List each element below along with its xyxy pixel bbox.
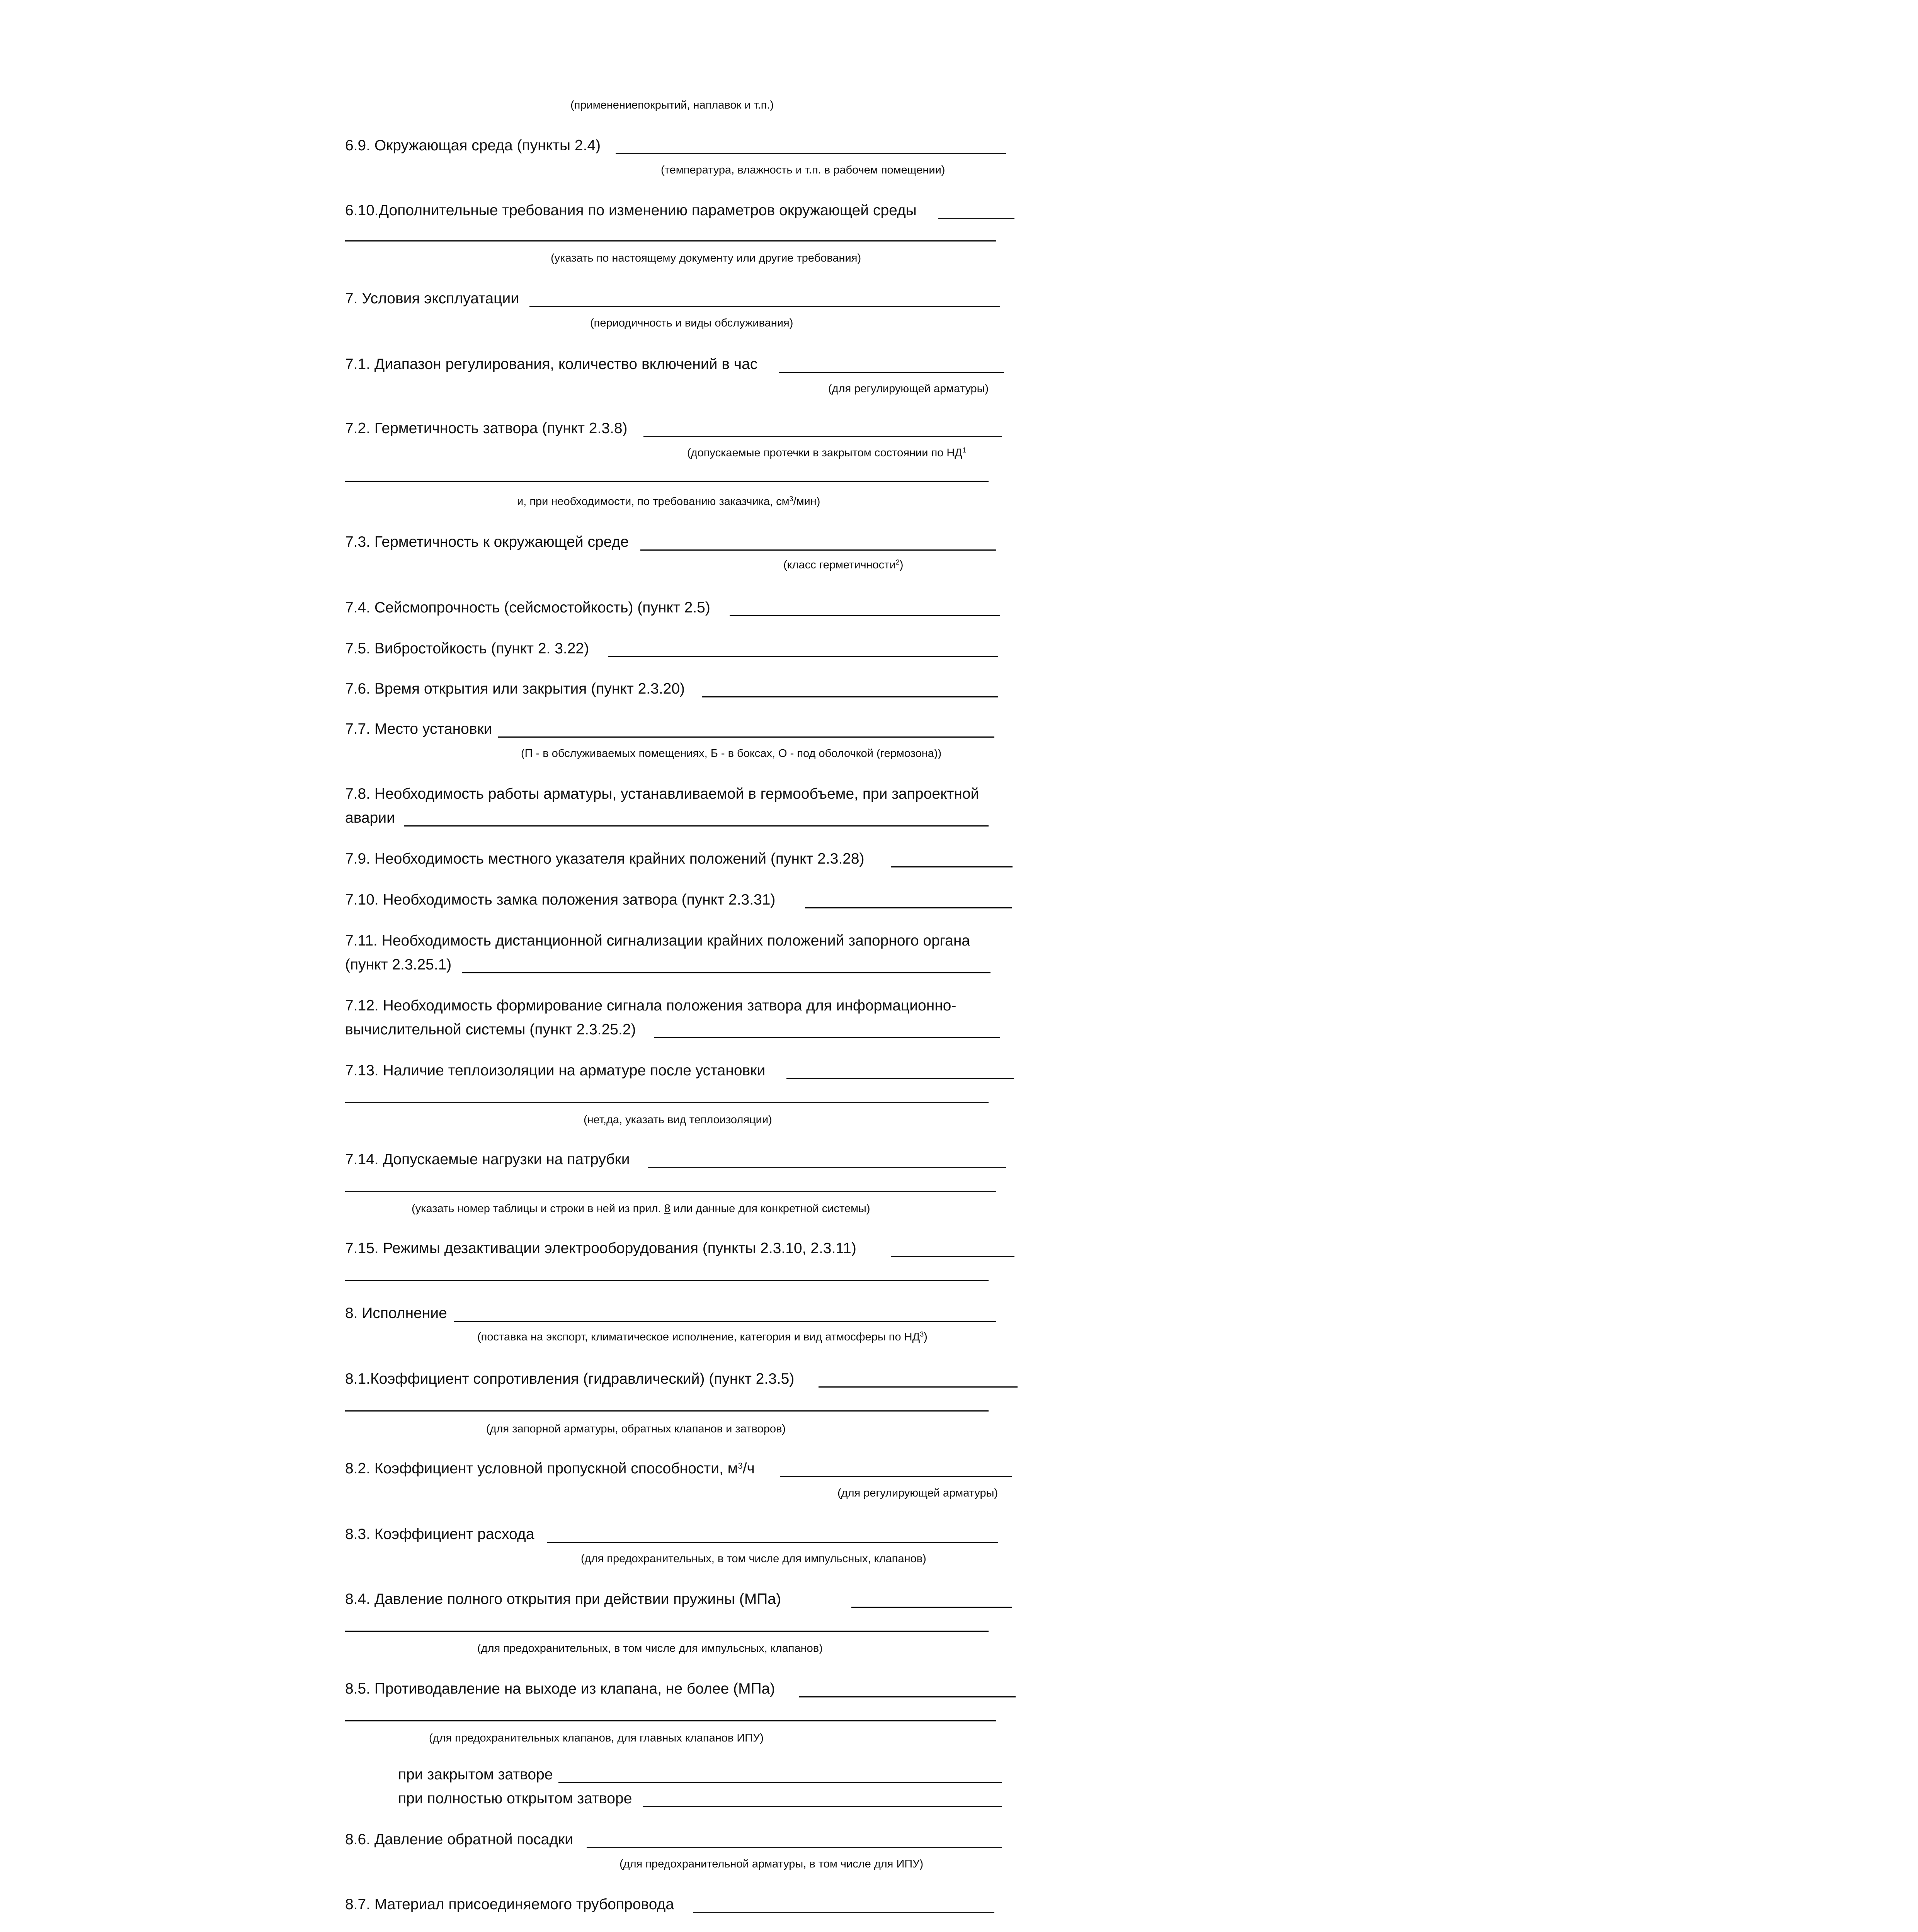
item-7-12-line1: 7.12. Необходимость формирование сигнала положения затвора для информационно- <box>345 997 956 1014</box>
item-8-5-line-2[interactable] <box>345 1720 996 1721</box>
item-8-3-line[interactable] <box>547 1542 998 1543</box>
item-6-10-line-2[interactable] <box>345 240 996 242</box>
item-8-4-line-1[interactable] <box>851 1607 1012 1608</box>
item-8-line[interactable] <box>454 1321 996 1322</box>
item-8-1-line-2[interactable] <box>345 1410 989 1412</box>
item-7-15-line-1[interactable] <box>891 1256 1014 1257</box>
item-7-5-line[interactable] <box>608 656 998 657</box>
item-7-2-line-2[interactable] <box>345 481 989 482</box>
item-7-3-note: (класс герметичности$^2$) <box>783 558 904 571</box>
item-7-13-note: (нет,да, указать вид теплоизоляции) <box>584 1114 772 1126</box>
item-8-2-label: 8.2. Коэффициент условной пропускной способности, $м^3/ч$ <box>345 1460 755 1477</box>
item-6-10-label: 6.10.Дополнительные требования по изменению параметров окружающей среды <box>345 202 917 219</box>
item-8-5-line-1[interactable] <box>799 1696 1016 1697</box>
item-7-13-label: 7.13. Наличие теплоизоляции на арматуре после установки <box>345 1062 766 1079</box>
item-8-2-line[interactable] <box>780 1476 1012 1477</box>
item-7-7-label: 7.7. Место установки <box>345 721 492 737</box>
item-7-13-line-2[interactable] <box>345 1102 989 1103</box>
item-8-5-label: 8.5. Противодавление на выходе из клапана, не более (МПа) <box>345 1680 775 1697</box>
item-8-5-open-label: при полностью открытом затворе <box>398 1790 632 1807</box>
item-8-label: 8. Исполнение <box>345 1305 447 1321</box>
item-7-1-label: 7.1. Диапазон регулирования, количество включений в час <box>345 356 758 372</box>
item-8-7-label: 8.7. Материал присоединяемого трубопровода <box>345 1896 674 1913</box>
item-8-4-line-2[interactable] <box>345 1631 989 1632</box>
item-7-line[interactable] <box>529 306 1000 307</box>
item-8-1-note: (для запорной арматуры, обратных клапанов и затворов) <box>486 1423 786 1435</box>
item-8-5-closed-line[interactable] <box>558 1782 1002 1783</box>
item-8-1-line-1[interactable] <box>819 1386 1018 1388</box>
item-7-2-note-1: (допускаемые протечки в закрытом состоянии по $НД^1$ <box>687 446 966 459</box>
item-6-10-line-1[interactable] <box>938 218 1014 219</box>
item-7-1-line[interactable] <box>779 372 1004 373</box>
item-8-5-open-line[interactable] <box>643 1806 1002 1807</box>
item-8-6-label: 8.6. Давление обратной посадки <box>345 1831 573 1848</box>
item-8-3-note: (для предохранительных, в том числе для импульсных, клапанов) <box>581 1553 926 1565</box>
item-7-5-label: 7.5. Вибростойкость (пункт 2. 3.22) <box>345 640 589 657</box>
item-7-9-label: 7.9. Необходимость местного указателя крайних положений (пункт 2.3.28) <box>345 850 865 867</box>
item-8-note: (поставка на экспорт, климатическое исполнение, категория и вид атмосферы по $НД^3$) <box>477 1330 928 1343</box>
item-7-13-line-1[interactable] <box>786 1078 1014 1079</box>
item-7-note: (периодичность и виды обслуживания) <box>590 317 793 329</box>
item-6-9-label: 6.9. Окружающая среда (пункты 2.4) <box>345 137 601 154</box>
item-8-7-line[interactable] <box>693 1912 994 1913</box>
item-8-6-line[interactable] <box>587 1847 1002 1848</box>
item-6-9-note: (температура, влажность и т.п. в рабочем помещении) <box>661 164 945 176</box>
item-7-11-line2: (пункт 2.3.25.1) <box>345 956 452 973</box>
item-7-8-line[interactable] <box>404 825 989 827</box>
item-7-6-label: 7.6. Время открытия или закрытия (пункт 2.3.20) <box>345 680 685 697</box>
item-7-14-note: (указать номер таблицы и строки в ней из прил. 8 или данные для конкретной системы) <box>412 1202 870 1215</box>
item-7-2-label: 7.2. Герметичность затвора (пункт 2.3.8) <box>345 420 628 437</box>
item-7-14-line-1[interactable] <box>648 1167 1006 1168</box>
item-8-4-note: (для предохранительных, в том числе для импульсных, клапанов) <box>477 1642 823 1655</box>
item-7-label: 7. Условия эксплуатации <box>345 290 519 307</box>
item-7-14-line-2[interactable] <box>345 1191 996 1192</box>
item-7-3-label: 7.3. Герметичность к окружающей среде <box>345 534 629 550</box>
item-7-15-label: 7.15. Режимы дезактивации электрооборудования (пункты 2.3.10, 2.3.11) <box>345 1240 856 1257</box>
item-7-2-note-2: и, при необходимости, по требованию заказчика, $см^3/мин$) <box>517 495 820 508</box>
item-8-5-note: (для предохранительных клапанов, для главных клапанов ИПУ) <box>429 1732 764 1744</box>
item-6-9-line[interactable] <box>616 153 1006 154</box>
item-7-11-line[interactable] <box>462 972 990 973</box>
item-7-8-line2: аварии <box>345 810 395 826</box>
item-7-12-line[interactable] <box>654 1037 1000 1038</box>
item-7-7-line[interactable] <box>498 736 994 738</box>
item-7-14-label: 7.14. Допускаемые нагрузки на патрубки <box>345 1151 630 1168</box>
item-7-3-line[interactable] <box>640 549 996 551</box>
item-7-12-line2: вычислительной системы (пункт 2.3.25.2) <box>345 1021 636 1038</box>
item-8-6-note: (для предохранительной арматуры, в том числе для ИПУ) <box>619 1858 924 1870</box>
item-8-3-label: 8.3. Коэффициент расхода <box>345 1526 534 1543</box>
item-7-10-label: 7.10. Необходимость замка положения затвора (пункт 2.3.31) <box>345 891 776 908</box>
item-7-1-note: (для регулирующей арматуры) <box>828 383 989 395</box>
item-7-15-line-2[interactable] <box>345 1280 989 1281</box>
item-7-4-line[interactable] <box>730 615 1000 616</box>
item-7-7-note: (П - в обслуживаемых помещениях, Б - в боксах, О - под оболочкой (гермозона)) <box>521 747 942 760</box>
item-8-5-closed-label: при закрытом затворе <box>398 1766 553 1783</box>
item-7-4-label: 7.4. Сейсмопрочность (сейсмостойкость) (пункт 2.5) <box>345 599 710 616</box>
item-7-10-line[interactable] <box>805 907 1012 908</box>
item-8-4-label: 8.4. Давление полного открытия при действии пружины (МПа) <box>345 1591 781 1607</box>
item-7-8-line1: 7.8. Необходимость работы арматуры, устанавливаемой в гермообъеме, при запроектной <box>345 786 979 802</box>
item-7-6-line[interactable] <box>702 696 998 697</box>
item-7-2-line-1[interactable] <box>643 436 1002 437</box>
top-note: (применениепокрытий, наплавок и т.п.) <box>570 99 774 111</box>
item-6-10-note: (указать по настоящему документу или другие требования) <box>551 252 861 264</box>
item-8-2-note: (для регулирующей арматуры) <box>837 1487 998 1499</box>
item-7-11-line1: 7.11. Необходимость дистанционной сигнализации крайних положений запорного органа <box>345 932 970 949</box>
item-8-1-label: 8.1.Коэффициент сопротивления (гидравлический) (пункт 2.3.5) <box>345 1371 795 1387</box>
item-7-9-line[interactable] <box>891 866 1013 867</box>
